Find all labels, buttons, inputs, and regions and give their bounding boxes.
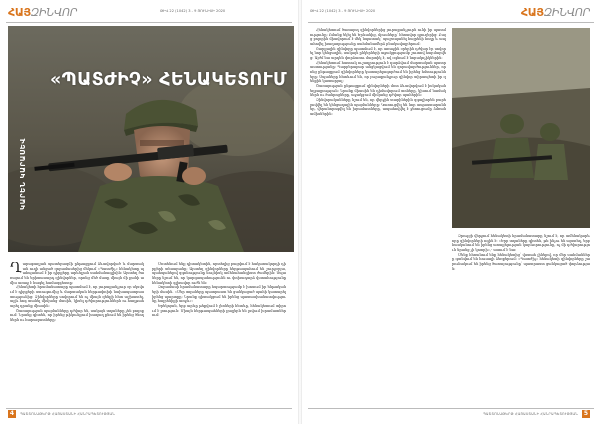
paragraph: Զորամասի հրամանատարը հպարտությամբ է խոսում իր ենթակաների մասին. «Մեր տղաները պատրաստ են ցանկացած պահի կատարել իրենց պարտքը։ Նրանք գիտակցում են իրենց պատասխանատվությունը հայրենիքի առջև»։ bbox=[152, 285, 286, 304]
logo-main: ՀԱՅ bbox=[8, 6, 31, 19]
footer-text: ՊԱՇՏՈՆԱԹԵՐԹ ՀԱՅԱՍՏԱՆԻ ՀԱՆՐԱՊԵՏՈՒԹՅԱՆ bbox=[20, 412, 115, 416]
right-header-rule bbox=[308, 22, 594, 23]
paragraph: Հենակետում հատուկ ուշադրություն է դարձվում մարտական պատրաստությանը։ Պարբերաբար անցկացվում են զորավարժություններ, որոնց ընթացքում զինվորները կատարելագործում են իրենց հմտությունները։ Սպաները հետևում են, որ յուրաքանչյուր զինվոր տիրապետի իր զենքին կատարյալ։ bbox=[310, 60, 446, 84]
footer-text: ՊԱՇՏՈՆԱԹԵՐԹ ՀԱՅԱՍՏԱՆԻ ՀԱՆՐԱՊԵՏՈՒԹՅԱՆ bbox=[483, 412, 578, 416]
soldier-photo-illustration bbox=[8, 26, 294, 252]
footer-rule bbox=[6, 408, 292, 409]
logo-main: ՀԱՅ bbox=[520, 6, 544, 19]
right-issue-line: ԹԻՎ 22 (1042) 3 - 9 ՅՈՒՆԻՍԻ 2020 bbox=[310, 9, 376, 13]
paragraph: Մենք հեռանում ենք հենակետից՝ վստահ լինելով, որ մեր սահմանները գտնվում են հուսալի ձեռքերում։ «Պատժիչ» հենակետի զինվորները շարունակում են իրենց ծառայությունը՝ պատրաստ ցանկացած փորձության։ bbox=[452, 252, 590, 271]
left-column-1 bbox=[10, 262, 144, 408]
paragraph: Հենակետում ծառայող զինվորներից յուրաքանչյուրն ունի իր պատմությունը։ Ոմանք եկել են Երևանից, մյուսները՝ հեռավոր գյուղերից։ Բայց բոլորին միավորում է մեկ նպատակ՝ պաշտպանել հայրենի հողը և ապահովել խաղաղությունը սահմանամերձ բնակավայրերում։ bbox=[310, 28, 446, 46]
right-column-1 bbox=[310, 28, 446, 408]
left-page-header bbox=[0, 4, 298, 22]
paragraph: Հենակետի հրամանատարը պատմում է, որ յուրաքանչյուր օր սկսվում է դիրքերի ստուգումից և մարտական հերթափոխի նախապատրաստությունից։ Զինվորները սովորում են ոչ միայն զենքի հետ աշխատել, այլև հոգ տանել միմյանց մասին, կիսել դժվարություններն ու հաղթահարել դրանք միասին։ bbox=[10, 285, 144, 308]
soldiers-trench-illustration bbox=[452, 28, 590, 228]
drop-cap: Ղ bbox=[10, 262, 22, 276]
left-footer bbox=[0, 408, 298, 420]
paragraph: Երեկոյան, երբ արևը թեքվում է լեռների հետևը, հենակետում տիրում է լռություն։ Միայն հերթապահների քայլերն են լսվում խրամատներում։ bbox=[152, 303, 286, 318]
secondary-photo-soldiers bbox=[452, 28, 590, 228]
footer-rule bbox=[308, 408, 594, 409]
paragraph: Մոտենում ենք դիտակետին, որտեղից բացվում է հակառակորդի դիրքերի տեսարանը։ Այստեղ զինվորները հերթապահում են շուրջօրյա, պահպանելով զգոնությունը նույնիսկ ամենահանգիստ ժամերին։ Սպաները նշում են, որ կարգապահությունն ու փոխադարձ վստահությունը հենակետի գլխավոր ուժն են։ bbox=[152, 262, 286, 285]
left-issue-line: ԹԻՎ 22 (1042) 3 - 9 ՅՈՒՆԻՍԻ 2020 bbox=[160, 9, 226, 13]
paragraph: Ծառայության պայմանները դժվար են, սակայն տղաները չեն բողոքում։ Նրանք գիտեն, որ իրենց թիկունքում խաղաղ քնում են իրենց ծնողներն ու հարազատները։ bbox=[10, 308, 144, 322]
right-logo bbox=[521, 6, 590, 19]
paragraph: Շարքային զինվորը պատմում է, որ առաջին օրերին դժվար էր սովորել նոր կենցաղին, սակայն ընկերների աջակցությամբ շուտով հարմարվեց։ Այժմ նա արդեն փորձառու մարտիկ է, ով օգնում է նորակոչիկներին։ bbox=[310, 46, 446, 60]
main-photo-soldier-aiming bbox=[8, 26, 294, 252]
logo-accent: ԶԻՆՎՈՐ bbox=[543, 6, 590, 19]
right-page-header bbox=[302, 4, 600, 22]
right-column-2 bbox=[452, 234, 590, 408]
headline: «ՊԱՏԺԻՉ» ՀԵՆԱԿԵՏՈՒՄ bbox=[50, 70, 287, 90]
left-column-2 bbox=[152, 262, 286, 408]
right-footer bbox=[302, 408, 600, 420]
paragraph: Զինվորականները նշում են, որ վերջին տարիներին զգալիորեն բարելավվել են կենցաղային պայմանները։ Կառուցվել են նոր ապաստարաններ, վերանորոգվել են խրամատները, ապահովվել է ջեռուցումը ձմռան ամիսներին։ bbox=[310, 97, 446, 116]
left-header-rule bbox=[6, 22, 292, 23]
paragraph: Ծառայության ընթացքում զինվորների մոտ ձևավորվում է իսկական եղբայրություն։ Նրանք միասին են դիմավորում տոները, կիսում նամակներն ու ծանրոցները, աջակցում միմյանց դժվար պահերին։ bbox=[310, 83, 446, 98]
page-number: 4 bbox=[9, 410, 15, 417]
paragraph: Զրույցի վերջում հենակետի հրամանատարը նշում է, որ ամենակարևորը զինվորների ոգին է։ «Երբ տղաները գիտեն, թե ինչու են այստեղ, երբ հասկանում են իրենց առաքելության կարևորությունը, ոչ մի դժվարություն նրանց չի կոտրի»,- ասում է նա։ bbox=[452, 234, 590, 252]
right-page bbox=[302, 0, 600, 424]
left-page bbox=[0, 0, 298, 424]
left-logo bbox=[8, 6, 77, 19]
logo-accent: ԶԻՆՎՈՐ bbox=[30, 6, 78, 19]
author-vertical bbox=[11, 124, 35, 224]
paragraph: արաբաղյան պատերազմի ընթացքում ձևավորված և մարտական ուղի անցած զորամասերից մեկում «Պատժիչ» հենակետը պահպանում է իր դիրքերը արևելյան սահմանագլխին։ Այստեղ ծառայում են երիտասարդ զինվորներ, որոնց մեծ մասը միայն մի քանի ամիս առաջ է հագել համազգեստը։ bbox=[10, 262, 144, 285]
author-name: ԿԱՐԵՆ ԿԱՐԱՍԵՎ bbox=[19, 138, 27, 210]
page-number: 5 bbox=[583, 410, 589, 417]
